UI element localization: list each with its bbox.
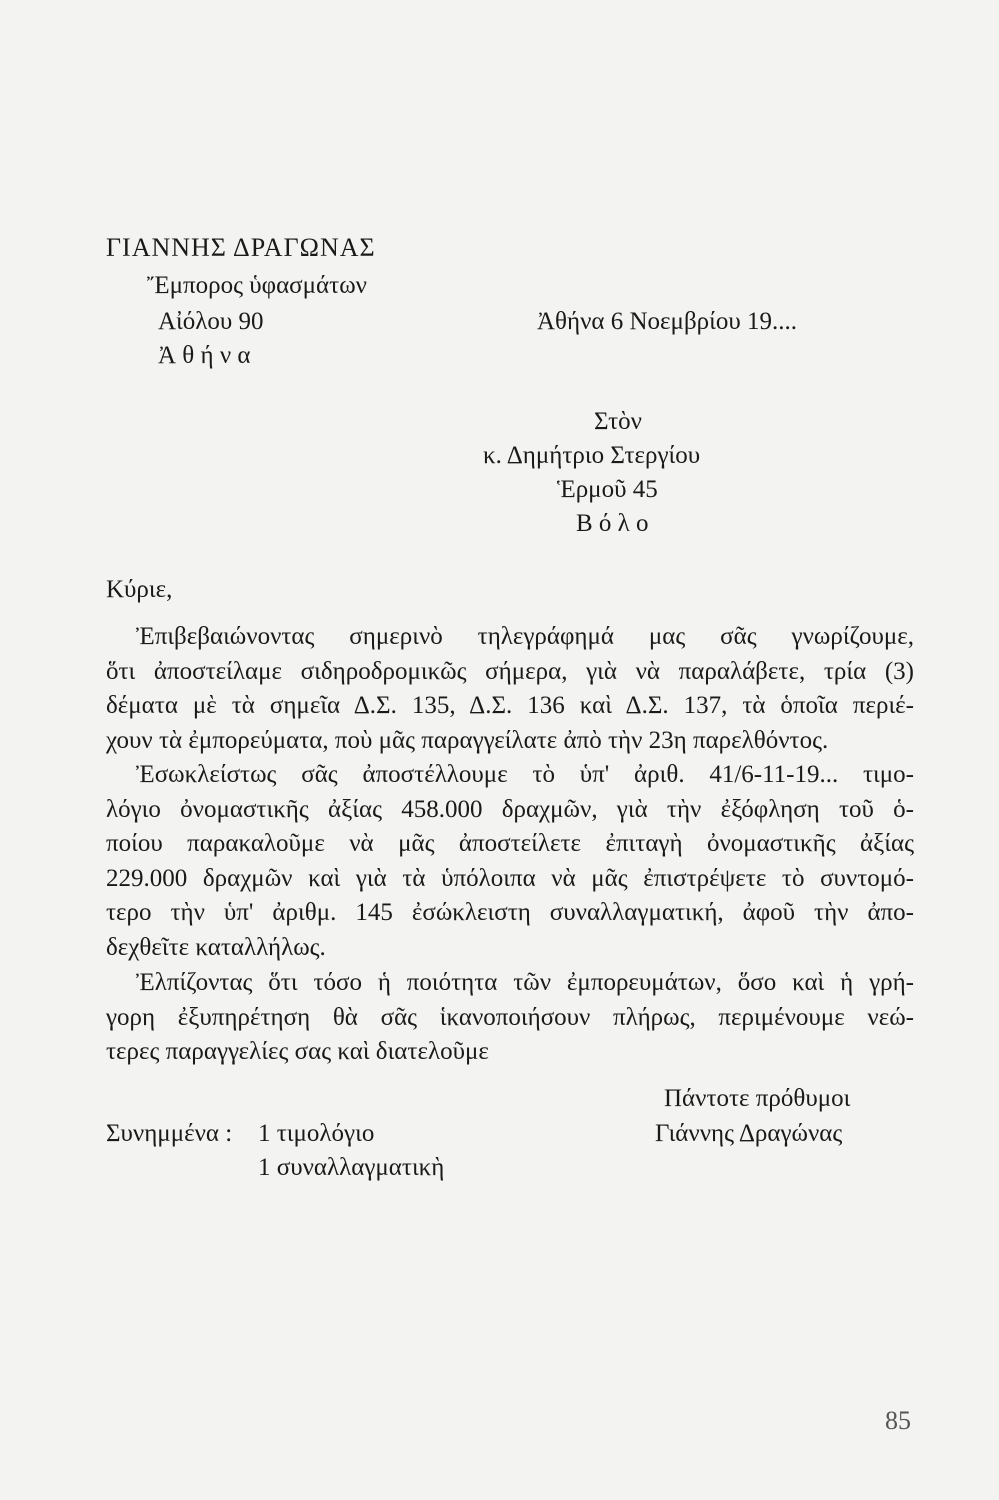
page-number: 85 xyxy=(885,1406,911,1435)
paragraph-line: Ἐλπίζοντας ὅτι τόσο ἡ ποιότητα τῶν ἐμπορευμάτων, ὅσο καὶ ἡ γρή- xyxy=(136,969,914,996)
attachments-label: Συνημμένα : xyxy=(106,1120,233,1147)
date-line: Ἀθήνα 6 Νοεμβρίου 19.... xyxy=(537,308,798,335)
paragraph-line: 229.000 δραχμῶν καὶ γιὰ τὰ ὑπόλοιπα νὰ μᾶς ἐπιστρέψετε τὸ συντομό- xyxy=(106,864,914,892)
attachment-item: 1 συναλλαγματικὴ xyxy=(258,1154,445,1181)
paragraph-line: λόγιο ὀνομαστικῆς ἀξίας 458.000 δραχμῶν, γιὰ τὴν ἐξόφληση τοῦ ὁ- xyxy=(106,795,914,823)
salutation: Κύριε, xyxy=(106,576,173,603)
paragraph-line: ποίου παρακαλοῦμε νὰ μᾶς ἀποστείλετε ἐπιταγὴ ὀνομαστικῆς ἀξίας xyxy=(106,830,914,857)
attachment-item: 1 τιμολόγιο xyxy=(258,1120,375,1147)
paragraph-line: γορη ἐξυπηρέτηση θὰ σᾶς ἱκανοποιήσουν πλήρως, περιμένουμε νεώ- xyxy=(106,1003,914,1031)
paragraph-line: ὅτι ἀποστείλαμε σιδηροδρομικῶς σήμερα, γιὰ νὰ παραλάβετε, τρία (3) xyxy=(106,657,914,685)
paragraph-line: Ἐσωκλείστως σᾶς ἀποστέλλουμε τὸ ὑπ' ἀριθ. 41/6-11-19... τιμο- xyxy=(136,761,914,788)
sender-name: ΓΙΑΝΝΗΣ ΔΡΑΓΩΝΑΣ xyxy=(106,233,376,262)
body-paragraph-3 xyxy=(106,966,914,1070)
recipient-city: Β ό λ ο xyxy=(576,510,649,537)
sender-street: Αἰόλου 90 xyxy=(158,308,264,335)
recipient-street: Ἑρμοῦ 45 xyxy=(557,476,658,503)
signature-name: Γιάννης Δραγώνας xyxy=(655,1120,843,1147)
body-paragraph-1 xyxy=(106,620,914,758)
paragraph-line: τερο τὴν ὑπ' ἀριθμ. 145 ἐσώκλειστη συναλλαγματική, ἀφοῦ τὴν ἀπο- xyxy=(106,899,914,926)
body-paragraph-2 xyxy=(106,758,914,965)
closing-phrase: Πάντοτε πρόθυμοι xyxy=(664,1085,851,1112)
sender-city: Ἀ θ ή ν α xyxy=(158,342,251,369)
paragraph-line: δεχθεῖτε καταλλήλως. xyxy=(106,933,326,961)
paragraph-line: δέματα μὲ τὰ σημεῖα Δ.Σ. 135, Δ.Σ. 136 καὶ Δ.Σ. 137, τὰ ὁποῖα περιέ- xyxy=(106,692,914,719)
recipient-to: Στὸν xyxy=(594,408,642,435)
paragraph-line: Ἐπιβεβαιώνοντας σημερινὸ τηλεγράφημά μας σᾶς γνωρίζουμε, xyxy=(136,623,914,650)
paragraph-line: χουν τὰ ἐμπορεύματα, ποὺ μᾶς παραγγείλατε ἀπὸ τὴν 23η παρελθόντος. xyxy=(106,726,829,754)
paragraph-line: τερες παραγγελίες σας καὶ διατελοῦμε xyxy=(106,1038,489,1065)
recipient-name: κ. Δημήτριο Στεργίου xyxy=(483,442,701,469)
sender-occupation: Ἔμπορος ὑφασμάτων xyxy=(147,272,367,299)
